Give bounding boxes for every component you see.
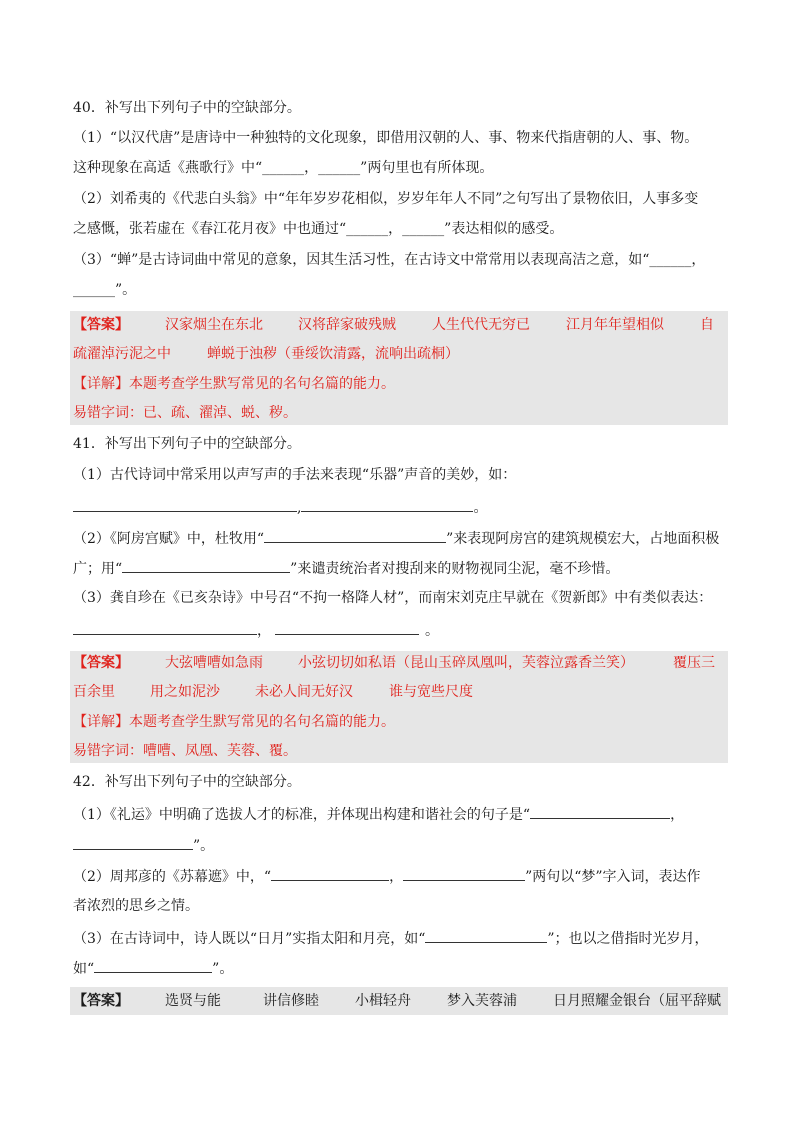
q41-part2-line1: （2）《阿房宫赋》中，杜牧用“ ”来表现阿房宫的建筑规模宏大，占地面积极 bbox=[73, 527, 719, 549]
q41-answer-4: 百余里 bbox=[73, 684, 115, 700]
q41-answer-1: 大弦嘈嘈如急雨 bbox=[165, 655, 263, 671]
q41-part1-line2: , 。 bbox=[73, 496, 487, 518]
q41-part1-line1: （1）古代诗词中常采用以声写声的手法来表现“乐器”声音的美妙，如： bbox=[73, 467, 517, 483]
q42-part2-line2: 者浓烈的思乡之情。 bbox=[73, 898, 199, 914]
answer-blank[interactable] bbox=[530, 803, 670, 819]
q41-part3-line2: ， 。 bbox=[73, 619, 439, 641]
q40-part1-line2: 这种现象在高适《燕歌行》中“______，______”两句里也有所体现。 bbox=[73, 160, 494, 176]
q41-answer-6: 未必人间无好汉 bbox=[255, 684, 353, 700]
q42-part3-line1: （3）在古诗词中，诗人既以“日月”实指太阳和月亮，如“ ”；也以之借指时光岁月， bbox=[73, 927, 709, 949]
answer-blank[interactable] bbox=[73, 619, 257, 635]
q41-part2-line2: 广；用“ ”来谴责统治者对搜刮来的财物视同尘泥，毫不珍惜。 bbox=[73, 557, 619, 579]
q40-stem: 40．补写出下列句子中的空缺部分。 bbox=[73, 100, 301, 116]
answer-blank[interactable] bbox=[73, 496, 297, 512]
q40-answer-5: 自 bbox=[700, 317, 714, 333]
q40-answer-label: 【答案】 bbox=[73, 317, 129, 333]
q40-part2-line2: 之感慨，张若虚在《春江花月夜》中也通过“______，______”表达相似的感受。 bbox=[73, 221, 564, 237]
q42-part2-line1: （2）周邦彦的《苏幕遮》中，“ ， ”两句以“梦”字入词，表达作 bbox=[73, 865, 701, 887]
q41-answer-3: 覆压三 bbox=[673, 655, 715, 671]
q40-part3-line1: （3）“蝉”是古诗词曲中常见的意象，因其生活习性，在古诗文中常常用以表现高洁之意，如“______， bbox=[73, 252, 706, 268]
q41-typos: 易错字词：嘈嘈、凤凰、芙蓉、覆。 bbox=[73, 743, 297, 759]
answer-blank[interactable] bbox=[94, 957, 212, 973]
q40-answer-1: 汉家烟尘在东北 bbox=[165, 317, 263, 333]
q42-part1-line1: （1）《礼运》中明确了选拔人才的标准，并体现出构建和谐社会的句子是“ ， bbox=[73, 803, 684, 825]
q41-answer-label: 【答案】 bbox=[73, 655, 129, 671]
q40-part2-line1: （2）刘希夷的《代悲白头翁》中“年年岁岁花相似，岁岁年年人不同”之句写出了景物依旧，人事多变 bbox=[73, 191, 699, 207]
q42-part3-line2: 如“ ”。 bbox=[73, 957, 233, 979]
answer-blank[interactable] bbox=[403, 865, 525, 881]
q40-typos: 易错字词：已、疏、濯淖、蜕、秽。 bbox=[73, 405, 297, 421]
q40-part3-line2: ______”。 bbox=[73, 282, 137, 298]
q41-answer-5: 用之如泥沙 bbox=[150, 684, 220, 700]
q42-answer-4: 梦入芙蓉浦 bbox=[447, 993, 517, 1009]
answer-blank[interactable] bbox=[122, 557, 290, 573]
q40-answer-3: 人生代代无穷已 bbox=[432, 317, 530, 333]
q41-part3-line1: （3）龚自珍在《已亥杂诗》中号召“不拘一格降人材”，而南宋刘克庄早就在《贺新郎》中有类似表达： bbox=[73, 590, 713, 606]
q42-answer-1: 选贤与能 bbox=[165, 993, 221, 1009]
q42-answer-3: 小楫轻舟 bbox=[355, 993, 411, 1009]
q42-answer-label: 【答案】 bbox=[73, 993, 129, 1009]
q41-detail: 【详解】本题考查学生默写常见的名句名篇的能力。 bbox=[73, 714, 395, 730]
q41-answer-7: 谁与宽些尺度 bbox=[389, 684, 473, 700]
answer-blank[interactable] bbox=[425, 927, 547, 943]
answer-blank[interactable] bbox=[301, 496, 473, 512]
answer-blank[interactable] bbox=[73, 834, 193, 850]
q40-answer-6: 疏濯淖污泥之中 bbox=[73, 346, 171, 362]
q41-answer-2: 小弦切切如私语（昆山玉碎凤凰叫，芙蓉泣露香兰笑） bbox=[298, 655, 634, 671]
q40-answer-7: 蝉蜕于浊秽（垂绥饮清露，流响出疏桐） bbox=[207, 346, 459, 362]
q40-part1-line1: （1）“以汉代唐”是唐诗中一种独特的文化现象，即借用汉朝的人、事、物来代指唐朝的人、事、物。 bbox=[73, 130, 699, 146]
q42-stem: 42．补写出下列句子中的空缺部分。 bbox=[73, 774, 301, 790]
answer-blank[interactable] bbox=[271, 865, 389, 881]
q40-answer-2: 汉将辞家破残贼 bbox=[298, 317, 396, 333]
q42-answer-2: 讲信修睦 bbox=[263, 993, 319, 1009]
q42-part1-line2: ”。 bbox=[73, 834, 214, 856]
q40-detail: 【详解】本题考查学生默写常见的名句名篇的能力。 bbox=[73, 376, 395, 392]
answer-blank[interactable] bbox=[264, 527, 446, 543]
q40-answer-4: 江月年年望相似 bbox=[566, 317, 664, 333]
q41-stem: 41．补写出下列句子中的空缺部分。 bbox=[73, 436, 301, 452]
q42-answer-5: 日月照耀金银台（屈平辞赋 bbox=[553, 993, 721, 1009]
answer-blank[interactable] bbox=[275, 619, 419, 635]
